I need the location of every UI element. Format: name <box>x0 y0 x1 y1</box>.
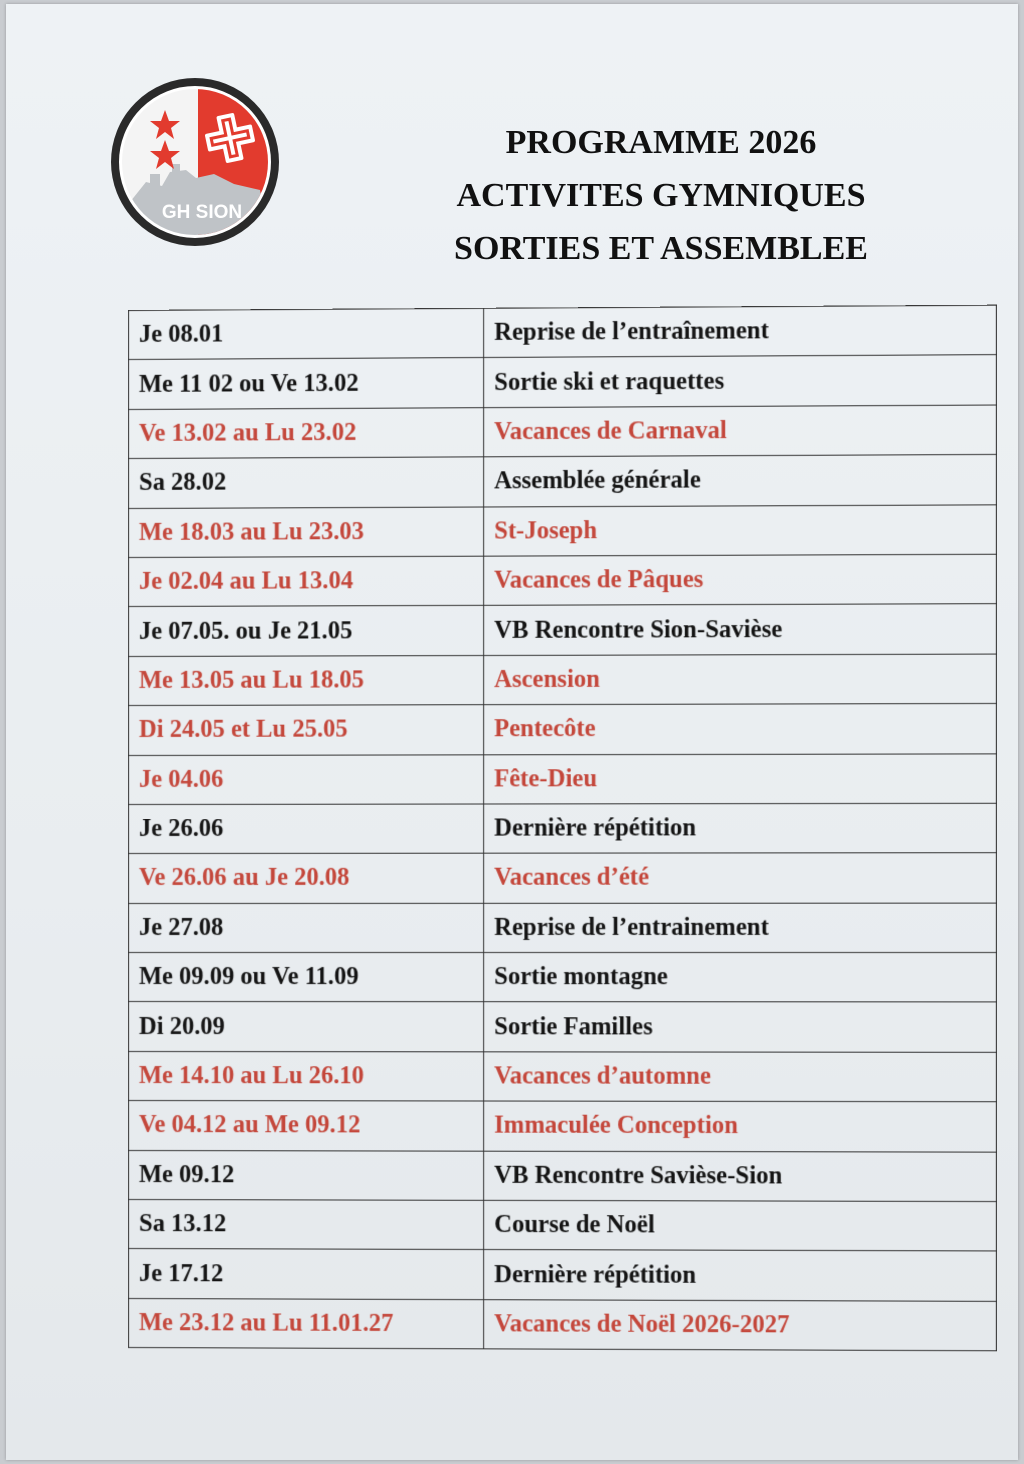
row-event: Course de Noël <box>484 1200 997 1251</box>
logo-text: GH SION <box>161 202 243 223</box>
table-row <box>128 853 996 903</box>
table-row <box>128 1200 996 1252</box>
table-row <box>128 604 996 656</box>
row-event: Sortie ski et raquettes <box>484 355 997 407</box>
row-event: Sortie montagne <box>484 953 997 1003</box>
row-event: Vacances de Pâques <box>484 554 997 605</box>
table-row <box>128 1101 996 1152</box>
row-date: Je 04.06 <box>128 754 483 804</box>
table-row <box>128 504 996 557</box>
row-event: Sortie Familles <box>484 1002 997 1052</box>
row-event: Dernière répétition <box>484 1250 997 1301</box>
title-line-3: SORTIES ET ASSEMBLEE <box>454 230 868 267</box>
row-event: Ascension <box>484 654 997 705</box>
title-line-2: ACTIVITES GYMNIQUES <box>456 177 866 214</box>
table-row <box>128 405 996 459</box>
table-row <box>128 305 996 360</box>
program-sheet <box>6 4 1018 1460</box>
table-row <box>128 1298 996 1351</box>
row-event: Vacances d’été <box>484 853 997 903</box>
row-event: Vacances de Carnaval <box>484 405 997 457</box>
row-date: Me 13.05 au Lu 18.05 <box>128 655 483 705</box>
table-row <box>128 803 996 854</box>
row-date: Sa 13.12 <box>128 1200 483 1250</box>
table-row <box>128 554 996 607</box>
row-date: Je 26.06 <box>128 804 483 854</box>
club-logo <box>110 74 280 250</box>
row-event: Fête-Dieu <box>484 753 997 804</box>
row-date: Me 18.03 au Lu 23.03 <box>128 507 483 558</box>
row-date: Je 02.04 au Lu 13.04 <box>128 556 483 607</box>
row-event: Assemblée générale <box>484 455 997 507</box>
table-row <box>128 355 996 409</box>
table-row <box>128 753 996 804</box>
row-event: Reprise de l’entrainement <box>484 903 997 953</box>
row-date: Di 20.09 <box>128 1002 483 1052</box>
table-row <box>128 1249 996 1301</box>
row-event: VB Rencontre Sion-Savièse <box>484 604 997 655</box>
row-date: Ve 13.02 au Lu 23.02 <box>128 407 483 458</box>
row-event: St-Joseph <box>484 504 997 556</box>
row-event: Dernière répétition <box>484 803 997 853</box>
row-date: Me 11 02 ou Ve 13.02 <box>128 358 483 409</box>
row-event: VB Rencontre Savièse-Sion <box>484 1151 997 1202</box>
table-row <box>128 1002 996 1052</box>
program-table <box>128 305 997 1352</box>
row-date: Sa 28.02 <box>128 457 483 508</box>
row-event: Immaculée Conception <box>484 1101 997 1152</box>
row-event: Pentecôte <box>484 704 997 755</box>
table-row <box>128 1051 996 1102</box>
row-date: Me 09.09 ou Ve 11.09 <box>128 953 483 1003</box>
row-date: Je 07.05. ou Je 21.05 <box>128 606 483 657</box>
row-date: Je 27.08 <box>128 903 483 953</box>
row-event: Reprise de l’entraînement <box>484 305 997 358</box>
row-date: Me 14.10 au Lu 26.10 <box>128 1051 483 1101</box>
row-date: Je 17.12 <box>128 1249 483 1300</box>
row-date: Di 24.05 et Lu 25.05 <box>128 705 483 755</box>
table-row <box>128 953 996 1003</box>
table-row <box>128 704 996 755</box>
row-event: Vacances d’automne <box>484 1052 997 1102</box>
row-date: Je 08.01 <box>128 308 483 360</box>
row-date: Me 23.12 au Lu 11.01.27 <box>128 1298 483 1349</box>
row-date: Ve 26.06 au Je 20.08 <box>128 853 483 903</box>
table-row <box>128 455 996 508</box>
row-event: Vacances de Noël 2026-2027 <box>484 1299 997 1350</box>
title-line-1: PROGRAMME 2026 <box>505 124 817 161</box>
table-row <box>128 903 996 953</box>
program-titles <box>396 116 926 275</box>
table-row <box>128 654 996 706</box>
row-date: Me 09.12 <box>128 1150 483 1200</box>
table-row <box>128 1150 996 1201</box>
row-date: Ve 04.12 au Me 09.12 <box>128 1101 483 1151</box>
